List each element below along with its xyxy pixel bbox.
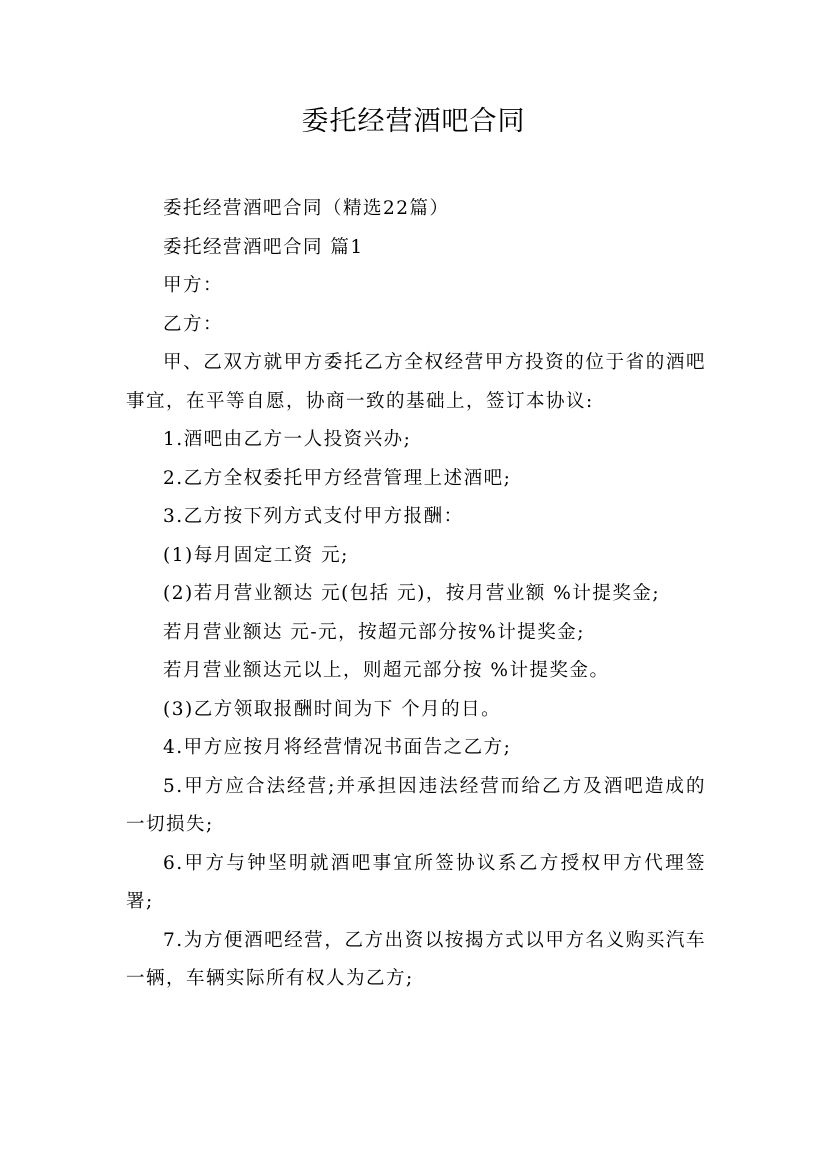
paragraph-clause-6: 6.甲方与钟坚明就酒吧事宜所签协议系乙方授权甲方代理签署; xyxy=(126,852,706,912)
paragraph-clause-3-3: (3)乙方领取报酬时间为下 个月的日。 xyxy=(163,698,502,720)
paragraph-clause-1: 1.酒吧由乙方一人投资兴办; xyxy=(163,429,412,450)
paragraph-clause-3: 3.乙方按下列方式支付甲方报酬： xyxy=(163,506,464,527)
paragraph-clause-5: 5.甲方应合法经营;并承担因违法经营而给乙方及酒吧造成的一切损失; xyxy=(126,775,706,835)
paragraph-clause-7: 7.为方便酒吧经营，乙方出资以按揭方式以甲方名义购买汽车一辆，车辆实际所有权人为乙方; xyxy=(126,929,706,989)
paragraph-clause-4: 4.甲方应按月将经营情况书面告之乙方; xyxy=(163,737,512,758)
paragraph-party-a: 甲方： xyxy=(163,275,224,296)
paragraph-clause-3-2-tier-2: 若月营业额达 元-元，按超元部分按%计提奖金; xyxy=(163,621,585,643)
paragraph-preamble: 甲、乙双方就甲方委托乙方全权经营甲方投资的位于省的酒吧事宜，在平等自愿，协商一致的基础上，签订本协议: xyxy=(126,352,706,412)
paragraph-section-heading: 委托经营酒吧合同 篇1 xyxy=(163,236,364,258)
paragraph-clause-3-2-tier-3: 若月营业额达元以上，则超元部分按 %计提奖金。 xyxy=(163,660,610,681)
paragraph-clause-3-1: (1)每月固定工资 元; xyxy=(163,544,349,566)
paragraph-party-b: 乙方： xyxy=(163,313,224,335)
document-title: 委托经营酒吧合同 xyxy=(301,106,526,137)
document-body xyxy=(126,190,706,999)
paragraph-clause-3-2: (2)若月营业额达 元(包括 元)，按月营业额 %计提奖金; xyxy=(163,583,661,604)
paragraph-subtitle: 委托经营酒吧合同（精选22篇） xyxy=(163,198,450,219)
paragraph-clause-2: 2.乙方全权委托甲方经营管理上述酒吧; xyxy=(163,467,512,489)
